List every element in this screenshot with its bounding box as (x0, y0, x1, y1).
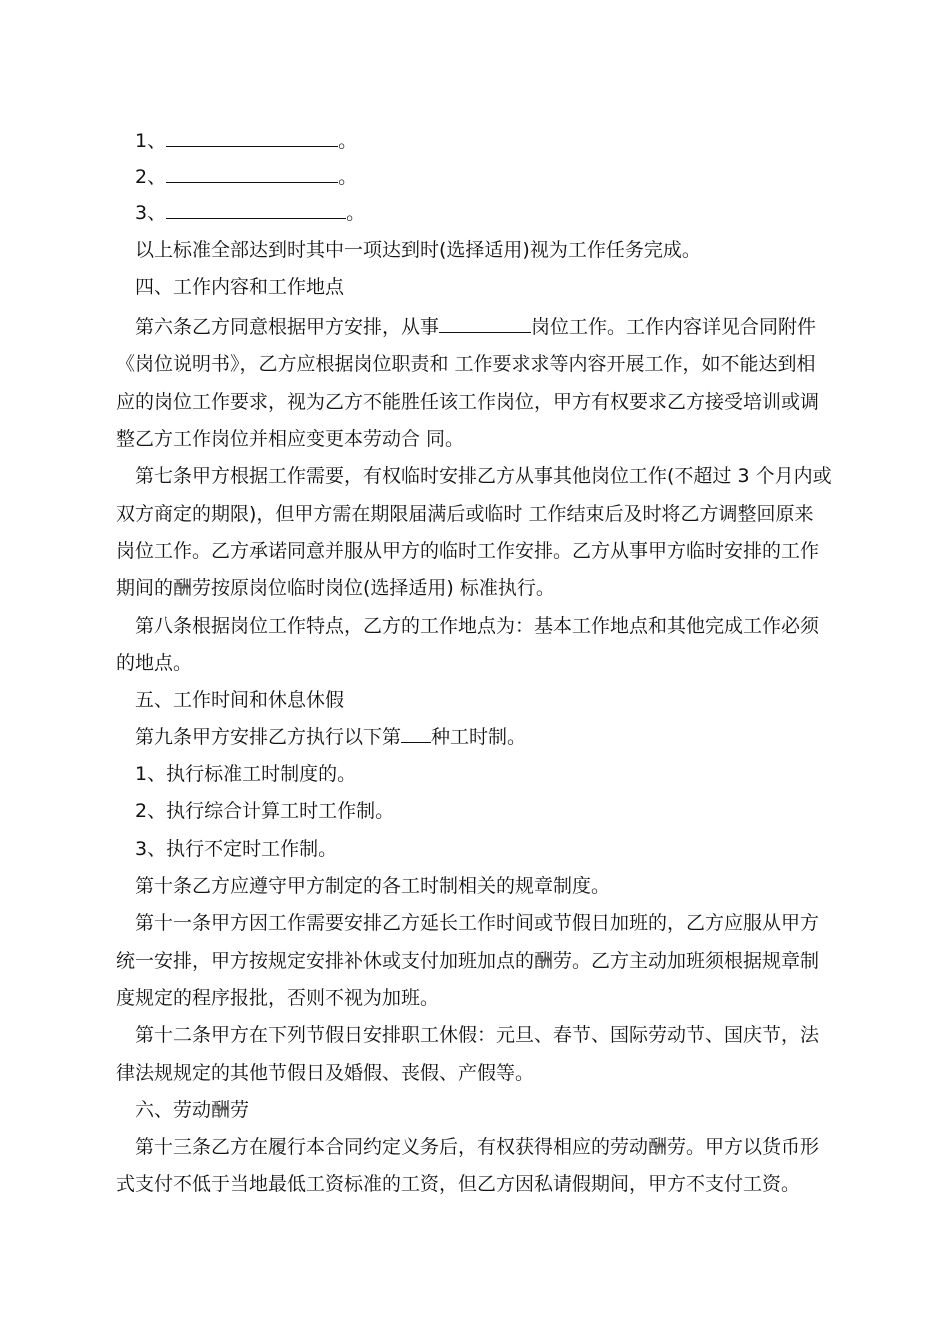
paragraph-line: 第九条甲方安排乙方执行以下第 种工时制。 (135, 726, 527, 748)
paragraph-line: 第十二条甲方在下列节假日安排职工休假：元旦、春节、国际劳动节、国庆节，法 (135, 1024, 820, 1046)
paragraph-line: 统一安排，甲方按规定安排补休或支付加班加点的酬劳。乙方主动加班须根据规章制 (116, 950, 820, 972)
item-number: 1、 (135, 130, 167, 152)
section-heading: 四、工作内容和工作地点 (135, 276, 345, 298)
list-item: 1、 。 (135, 130, 358, 152)
item-number: 3、 (135, 202, 167, 224)
list-item: 2、 。 (135, 166, 358, 188)
paragraph-line: 整乙方工作岗位并相应变更本劳动合 同。 (116, 428, 465, 450)
section-heading: 五、工作时间和休息休假 (135, 689, 345, 711)
paragraph-line: 第十三条乙方在履行本合同约定义务后，有权获得相应的劳动酬劳。甲方以货币形 (135, 1136, 820, 1158)
paragraph-line: 应的岗位工作要求，视为乙方不能胜任该工作岗位，甲方有权要求乙方接受培训或调 (116, 391, 820, 413)
paragraph-line: 的地点。 (116, 652, 193, 674)
section-heading: 六、劳动酬劳 (135, 1099, 250, 1121)
list-item: 2、执行综合计算工时工作制。 (135, 800, 395, 822)
fill-blank (166, 200, 346, 219)
paragraph-line: 第七条甲方根据工作需要，有权临时安排乙方从事其他岗位工作(不超过 3 个月内或 (135, 465, 832, 487)
paragraph-line: 以上标准全部达到时其中一项达到时(选择适用)视为工作任务完成。 (135, 239, 701, 261)
paragraph-line: 双方商定的期限)，但甲方需在期限届满后或临时 工作结束后及时将乙方调整回原来 (116, 503, 814, 525)
list-item: 3、执行不定时工作制。 (135, 838, 338, 860)
paragraph-line: 《岗位说明书》，乙方应根据岗位职责和 工作要求求等内容开展工作，如不能达到相 (116, 353, 816, 375)
list-item: 1、执行标准工时制度的。 (135, 763, 357, 785)
list-item: 3、 。 (135, 202, 366, 224)
paragraph-line: 第十一条甲方因工作需要安排乙方延长工作时间或节假日加班的，乙方应服从甲方 (135, 912, 820, 934)
paragraph-line: 第十条乙方应遵守甲方制定的各工时制相关的规章制度。 (135, 875, 611, 897)
fill-blank (166, 128, 338, 147)
paragraph-line: 律法规规定的其他节假日及婚假、丧假、产假等。 (116, 1062, 535, 1084)
fill-blank (401, 724, 431, 743)
paragraph-line: 岗位工作。乙方承诺同意并服从甲方的临时工作安排。乙方从事甲方临时安排的工作 (116, 540, 820, 562)
paragraph-line: 式支付不低于当地最低工资标准的工资，但乙方因私请假期间，甲方不支付工资。 (116, 1173, 801, 1195)
fill-blank (166, 164, 338, 183)
paragraph-line: 第六条乙方同意根据甲方安排，从事 岗位工作。工作内容详见合同附件 (135, 316, 817, 338)
fill-blank (439, 314, 531, 333)
paragraph-line: 期间的酬劳按原岗位临时岗位(选择适用) 标准执行。 (116, 577, 555, 599)
item-number: 2、 (135, 166, 167, 188)
paragraph-line: 度规定的程序报批，否则不视为加班。 (116, 987, 440, 1009)
paragraph-line: 第八条根据岗位工作特点，乙方的工作地点为：基本工作地点和其他完成工作必须 (135, 615, 820, 637)
